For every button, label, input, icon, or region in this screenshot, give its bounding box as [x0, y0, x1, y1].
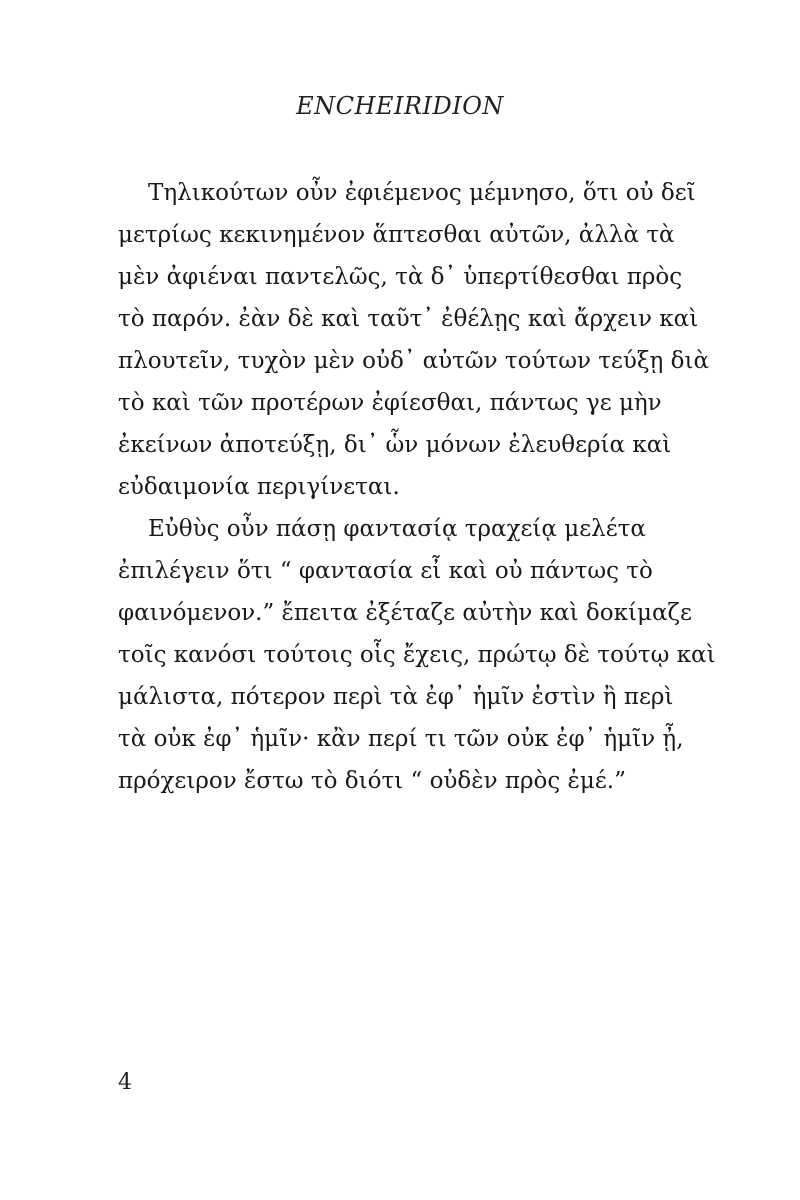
text-line: εὐδαιμονία περιγίνεται. [118, 474, 400, 500]
body-text [118, 172, 716, 802]
text-line: φαινόμενον.” ἔπειτα ἐξέταζε αὐτὴν καὶ δοκίμαζε [118, 600, 692, 626]
text-line: τὰ οὐκ ἐφ᾽ ἡμῖν· κἂν περί τι τῶν οὐκ ἐφ᾽ ἡμῖν ᾖ, [118, 726, 684, 752]
text-line: Τηλικούτων οὖν ἐφιέμενος μέμνησο, ὅτι οὐ δεῖ [148, 180, 696, 206]
text-line: πλουτεῖν, τυχὸν μὲν οὐδ᾽ αὐτῶν τούτων τεύξῃ διὰ [118, 348, 710, 374]
text-line: μὲν ἀφιέναι παντελῶς, τὰ δ᾽ ὑπερτίθεσθαι πρὸς [118, 264, 683, 290]
paragraph-2 [118, 508, 716, 802]
text-line: ἐκείνων ἀποτεύξῃ, δι᾽ ὧν μόνων ἐλευθερία καὶ [118, 432, 672, 458]
running-head: ENCHEIRIDION [296, 92, 504, 120]
text-line: ἐπιλέγειν ὅτι “ φαντασία εἶ καὶ οὐ πάντως τὸ [118, 558, 653, 584]
text-line: πρόχειρον ἔστω τὸ διότι “ οὐδὲν πρὸς ἐμέ.” [118, 768, 626, 794]
paragraph-1 [118, 172, 710, 508]
text-line: τὸ καὶ τῶν προτέρων ἐφίεσθαι, πάντως γε μὴν [118, 390, 662, 416]
text-line: τοῖς κανόσι τούτοις οἷς ἔχεις, πρώτῳ δὲ τούτῳ καὶ [118, 642, 716, 668]
page-number: 4 [118, 1070, 132, 1095]
text-line: Εὐθὺς οὖν πάσῃ φαντασίᾳ τραχείᾳ μελέτα [148, 516, 646, 542]
text-line: μάλιστα, πότερον περὶ τὰ ἐφ᾽ ἡμῖν ἐστὶν ἢ περὶ [118, 684, 674, 710]
text-line: μετρίως κεκινημένον ἅπτεσθαι αὐτῶν, ἀλλὰ τὰ [118, 222, 675, 248]
text-line: τὸ παρόν. ἐὰν δὲ καὶ ταῦτ᾽ ἐθέλῃς καὶ ἄρχειν καὶ [118, 306, 699, 332]
